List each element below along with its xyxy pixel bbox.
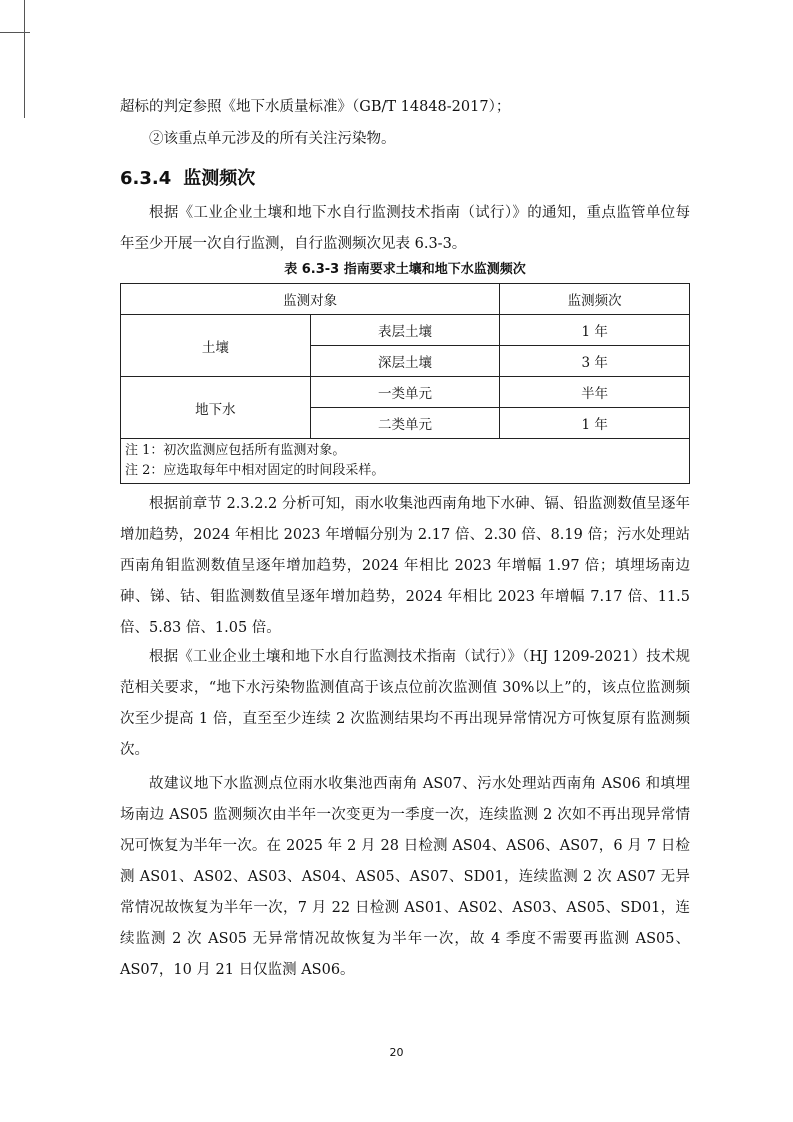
- table-row: [121, 377, 690, 408]
- table-cell-freq: 1 年: [500, 315, 690, 346]
- group-soil: 土壤: [121, 315, 311, 377]
- monitoring-frequency-table: [120, 283, 690, 484]
- paragraph-analysis: 根据前章节 2.3.2.2 分析可知，雨水收集池西南角地下水砷、镉、铅监测数值呈逐年增加趋势，2024 年相比 2023 年增幅分别为 2.17 倍、2.30 倍、8.19 倍；污水处理站西南角钼监测数值呈逐年增加趋势，2024 年相比 2023 年增幅 1.97 倍；填埋场南边砷、锑、钴、钼监测数值呈逐年增加趋势，2024 年相比 2023 年增幅 7.17 倍、11.5 倍、5.83 倍、1.05 倍。: [120, 496, 690, 636]
- paragraph-recommendation: 故建议地下水监测点位雨水收集池西南角 AS07、污水处理站西南角 AS06 和填埋场南边 AS05 监测频次由半年一次变更为一季度一次，连续监测 2 次如不再出现异常情况可恢复为半年一次。在 2025 年 2 月 28 日检测 AS04、AS06、AS07，6 月 7 日检测 AS01、AS02、AS03、AS04、AS05、AS07、SD01，连续监测 2 次 AS07 无异常情况故恢复为半年一次，7 月 22 日检测 AS01、AS02、AS03、AS05、SD01，连续监测 2 次 AS05 无异常情况故恢复为半年一次，故 4 季度不需要再监测 AS05、AS07，10 月 21 日仅监测 AS06。: [120, 776, 690, 978]
- table-notes: [121, 439, 690, 484]
- crop-mark-horizontal: [0, 32, 30, 33]
- table-notes-row: [121, 439, 690, 484]
- table-caption: 表 6.3-3 指南要求土壤和地下水监测频次: [284, 262, 526, 277]
- table-cell-freq: 半年: [500, 377, 690, 408]
- intro-line-1: 超标的判定参照《地下水质量标准》（GB/T 14848-2017）；: [120, 99, 511, 115]
- table-cell-item: 二类单元: [310, 408, 500, 439]
- intro-line-2: ②该重点单元涉及的所有关注污染物。: [149, 131, 396, 147]
- table-header-row: [121, 284, 690, 315]
- table-cell-freq: 1 年: [500, 408, 690, 439]
- table-cell-item: 表层土壤: [310, 315, 500, 346]
- table-cell-item: 深层土壤: [310, 346, 500, 377]
- page-number: 20: [389, 1046, 404, 1059]
- crop-mark-vertical: [24, 0, 25, 118]
- header-object: 监测对象: [121, 284, 500, 315]
- section-number: 6.3.4: [120, 168, 172, 189]
- table-cell-freq: 3 年: [500, 346, 690, 377]
- header-frequency: 监测频次: [500, 284, 690, 315]
- group-groundwater: 地下水: [121, 377, 311, 439]
- paragraph-requirement: 根据《工业企业土壤和地下水自行监测技术指南（试行）》（HJ 1209-2021）技术规范相关要求，“地下水污染物监测值高于该点位前次监测值 30%以上”的，该点位监测频次至少提高 1 倍，直至至少连续 2 次监测结果均不再出现异常情况方可恢复原有监测频次。: [120, 649, 690, 758]
- section-heading: [120, 162, 255, 196]
- table-row: [121, 315, 690, 346]
- table-note-2: 注 2：应选取每年中相对固定的时间段采样。: [125, 463, 385, 478]
- paragraph-guideline: 根据《工业企业土壤和地下水自行监测技术指南（试行）》的通知，重点监管单位每年至少开展一次自行监测，自行监测频次见表 6.3-3。: [120, 205, 690, 252]
- section-title: 监测频次: [183, 168, 256, 189]
- table-note-1: 注 1：初次监测应包括所有监测对象。: [125, 443, 346, 458]
- table-cell-item: 一类单元: [310, 377, 500, 408]
